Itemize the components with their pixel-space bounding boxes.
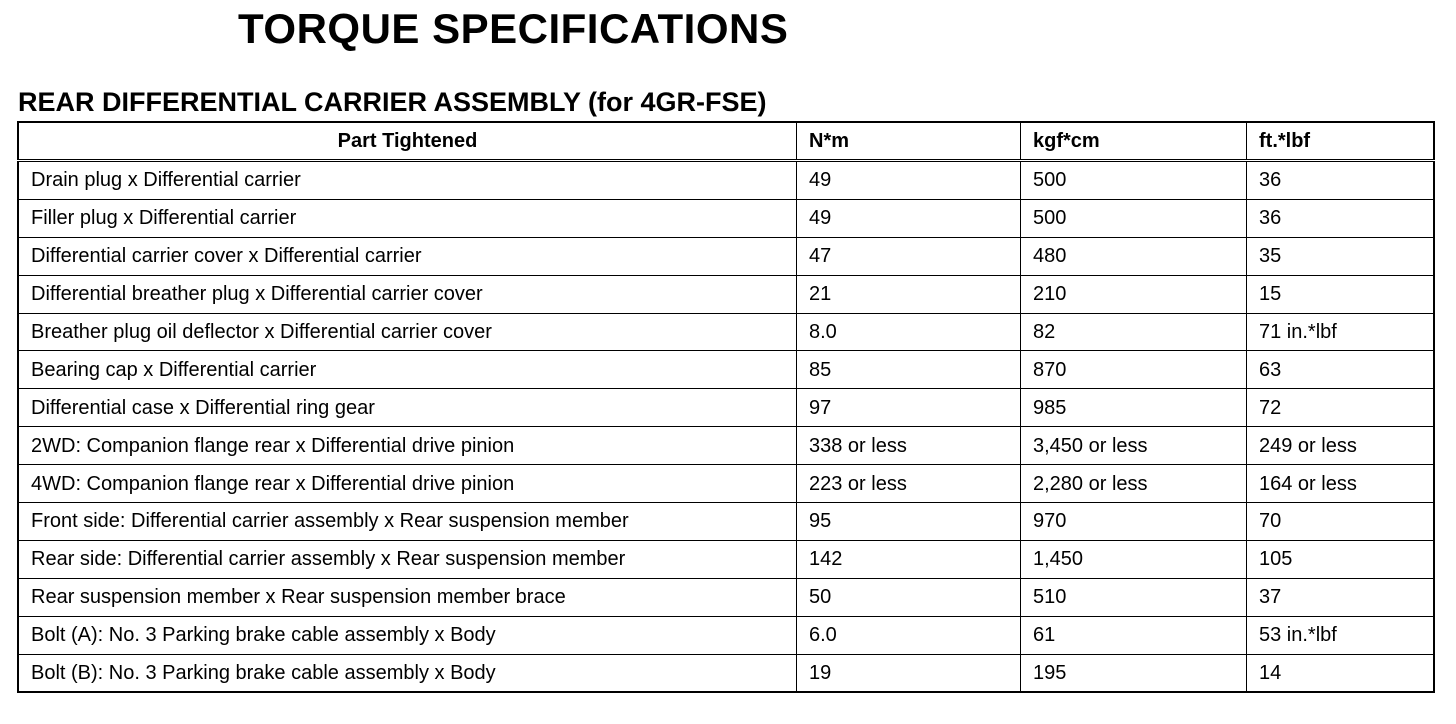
cell-ftlbf: 53 in.*lbf (1247, 616, 1435, 654)
cell-part: Differential case x Differential ring gear (18, 389, 797, 427)
cell-ftlbf: 105 (1247, 540, 1435, 578)
cell-nm: 49 (797, 161, 1021, 200)
cell-ftlbf: 72 (1247, 389, 1435, 427)
table-row (18, 275, 1434, 313)
cell-part: Breather plug oil deflector x Differential carrier cover (18, 313, 797, 351)
cell-kgfcm: 1,450 (1021, 540, 1247, 578)
cell-kgfcm: 870 (1021, 351, 1247, 389)
section-title: REAR DIFFERENTIAL CARRIER ASSEMBLY (for 4GR-FSE) (18, 87, 767, 117)
cell-part: Rear side: Differential carrier assembly x Rear suspension member (18, 540, 797, 578)
cell-part: Drain plug x Differential carrier (18, 161, 797, 200)
cell-ftlbf: 249 or less (1247, 427, 1435, 465)
cell-nm: 85 (797, 351, 1021, 389)
cell-nm: 47 (797, 237, 1021, 275)
header-nm: N*m (797, 122, 1021, 161)
cell-ftlbf: 71 in.*lbf (1247, 313, 1435, 351)
torque-spec-table (17, 121, 1435, 693)
cell-part: Bolt (A): No. 3 Parking brake cable assembly x Body (18, 616, 797, 654)
cell-nm: 21 (797, 275, 1021, 313)
cell-kgfcm: 195 (1021, 654, 1247, 692)
cell-nm: 19 (797, 654, 1021, 692)
table-row (18, 199, 1434, 237)
cell-ftlbf: 63 (1247, 351, 1435, 389)
cell-kgfcm: 2,280 or less (1021, 465, 1247, 503)
cell-ftlbf: 14 (1247, 654, 1435, 692)
table-row (18, 540, 1434, 578)
table-row (18, 389, 1434, 427)
cell-kgfcm: 970 (1021, 503, 1247, 541)
table-row (18, 351, 1434, 389)
cell-nm: 6.0 (797, 616, 1021, 654)
cell-kgfcm: 500 (1021, 199, 1247, 237)
cell-part: Filler plug x Differential carrier (18, 199, 797, 237)
cell-part: 2WD: Companion flange rear x Differential drive pinion (18, 427, 797, 465)
table-header (18, 122, 1434, 161)
cell-nm: 49 (797, 199, 1021, 237)
cell-kgfcm: 480 (1021, 237, 1247, 275)
cell-nm: 8.0 (797, 313, 1021, 351)
cell-ftlbf: 35 (1247, 237, 1435, 275)
cell-part: 4WD: Companion flange rear x Differential drive pinion (18, 465, 797, 503)
header-part-tightened: Part Tightened (18, 122, 797, 161)
cell-kgfcm: 510 (1021, 578, 1247, 616)
cell-ftlbf: 70 (1247, 503, 1435, 541)
cell-kgfcm: 985 (1021, 389, 1247, 427)
cell-nm: 97 (797, 389, 1021, 427)
table-row (18, 654, 1434, 692)
cell-nm: 338 or less (797, 427, 1021, 465)
header-ftlbf: ft.*lbf (1247, 122, 1435, 161)
table-body (18, 161, 1434, 693)
table-row (18, 578, 1434, 616)
cell-part: Bearing cap x Differential carrier (18, 351, 797, 389)
table-row (18, 465, 1434, 503)
cell-kgfcm: 61 (1021, 616, 1247, 654)
header-kgfcm: kgf*cm (1021, 122, 1247, 161)
cell-part: Differential breather plug x Differential carrier cover (18, 275, 797, 313)
cell-part: Rear suspension member x Rear suspension member brace (18, 578, 797, 616)
cell-nm: 223 or less (797, 465, 1021, 503)
table-row (18, 427, 1434, 465)
table-row (18, 237, 1434, 275)
cell-nm: 50 (797, 578, 1021, 616)
cell-ftlbf: 36 (1247, 199, 1435, 237)
cell-ftlbf: 15 (1247, 275, 1435, 313)
cell-kgfcm: 210 (1021, 275, 1247, 313)
page-title: TORQUE SPECIFICATIONS (238, 5, 789, 52)
cell-part: Differential carrier cover x Differential carrier (18, 237, 797, 275)
cell-ftlbf: 37 (1247, 578, 1435, 616)
table-row (18, 161, 1434, 200)
table-row (18, 616, 1434, 654)
header-row (18, 122, 1434, 161)
cell-part: Front side: Differential carrier assembly x Rear suspension member (18, 503, 797, 541)
cell-kgfcm: 3,450 or less (1021, 427, 1247, 465)
cell-kgfcm: 500 (1021, 161, 1247, 200)
table-row (18, 503, 1434, 541)
cell-ftlbf: 36 (1247, 161, 1435, 200)
cell-ftlbf: 164 or less (1247, 465, 1435, 503)
cell-nm: 95 (797, 503, 1021, 541)
cell-kgfcm: 82 (1021, 313, 1247, 351)
cell-part: Bolt (B): No. 3 Parking brake cable assembly x Body (18, 654, 797, 692)
table-row (18, 313, 1434, 351)
cell-nm: 142 (797, 540, 1021, 578)
